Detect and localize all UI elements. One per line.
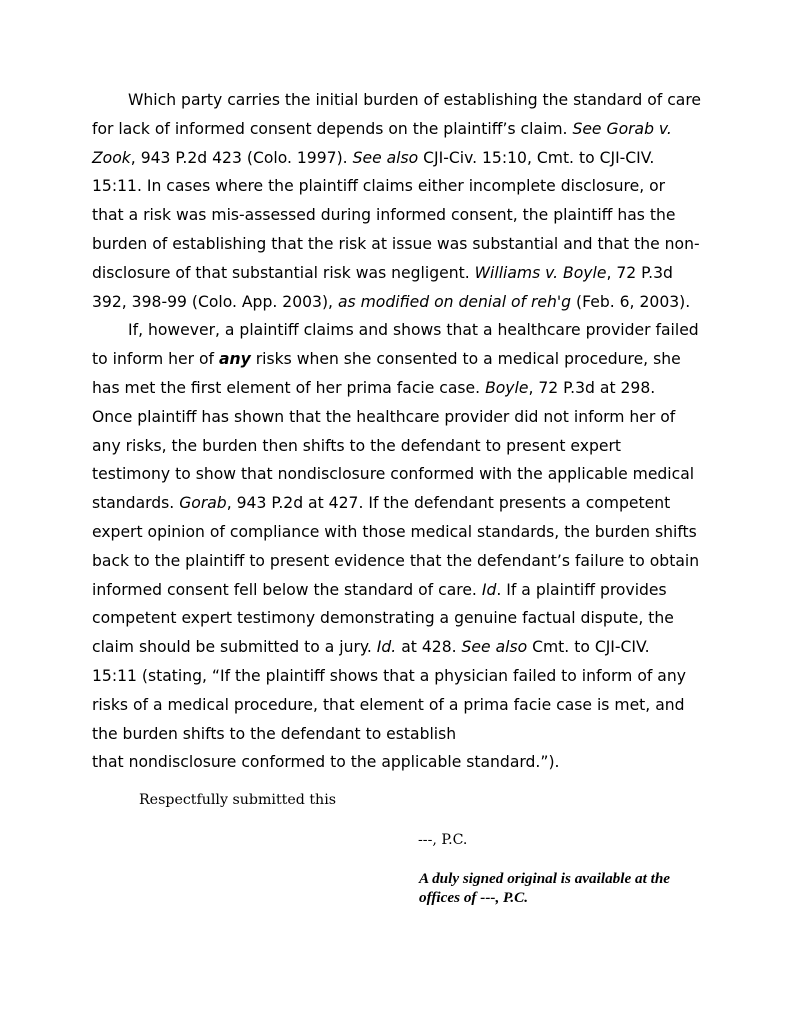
text-line: claim should be submitted to a jury. Id. at 428. See also Cmt. to CJI-CIV.	[92, 638, 650, 657]
text-line: standards. Gorab, 943 P.2d at 427. If the defendant presents a competent	[92, 494, 671, 513]
signature-note	[419, 870, 670, 907]
case-citation: Id	[481, 580, 497, 599]
text-line: Once plaintiff has shown that the healthcare provider did not inform her of	[92, 407, 676, 426]
text-line: Zook, 943 P.2d 423 (Colo. 1997). See also CJI-Civ. 15:10, Cmt. to CJI-CIV.	[92, 148, 655, 167]
text-line: competent expert testimony demonstrating a genuine factual dispute, the	[92, 609, 674, 628]
paragraph-burden-of-proof	[92, 86, 704, 316]
text-line: any risks, the burden then shifts to the defendant to present expert	[92, 436, 621, 455]
text-line: the burden shifts to the defendant to establish	[92, 724, 457, 743]
citation-history: as modified on denial of reh'g	[337, 292, 572, 311]
case-citation: Boyle	[485, 378, 529, 397]
citation-signal: See also	[461, 638, 528, 657]
text-line: for lack of informed consent depends on the plaintiff’s claim. See Gorab v.	[92, 119, 672, 138]
text-line: disclosure of that substantial risk was negligent. Williams v. Boyle, 72 P.3d	[92, 263, 673, 282]
closing-line: Respectfully submitted this	[139, 792, 337, 808]
case-citation: Gorab	[179, 494, 227, 513]
text-line: testimony to show that nondisclosure conformed with the applicable medical	[92, 465, 695, 484]
case-citation: Zook	[92, 148, 131, 167]
signature-note-line: A duly signed original is available at the	[419, 870, 671, 887]
text-line: 15:11 (stating, “If the plaintiff shows that a physician failed to inform of any	[92, 666, 686, 685]
signature-note-line: offices of ---, P.C.	[419, 888, 529, 906]
text-line: expert opinion of compliance with those medical standards, the burden shifts	[92, 522, 697, 541]
text-line: If, however, a plaintiff claims and shows that a healthcare provider failed	[128, 321, 699, 340]
text-line: risks of a medical procedure, that element of a prima facie case is met, and	[92, 695, 685, 714]
text-line: informed consent fell below the standard of care. Id. If a plaintiff provides	[92, 580, 667, 599]
text-line: that nondisclosure conformed to the applicable standard.”).	[92, 753, 560, 772]
case-citation: Id.	[376, 638, 397, 657]
text-line: back to the plaintiff to present evidence that the defendant’s failure to obtain	[92, 551, 700, 570]
text-line: burden of establishing that the risk at issue was substantial and that the non-	[92, 234, 700, 253]
text-line: has met the first element of her prima facie case. Boyle, 72 P.3d at 298.	[92, 378, 656, 397]
firm-name: ---, P.C.	[418, 832, 468, 848]
paragraph-burden-shift	[92, 316, 704, 777]
text-line: to inform her of any risks when she consented to a medical procedure, she	[92, 350, 681, 369]
text-line: 15:11. In cases where the plaintiff claims either incomplete disclosure, or	[92, 177, 666, 196]
document-body	[92, 86, 704, 777]
text-line: that a risk was mis-assessed during informed consent, the plaintiff has the	[92, 206, 676, 225]
text-line: Which party carries the initial burden of establishing the standard of care	[128, 91, 702, 109]
case-citation: Williams v. Boyle	[474, 263, 607, 282]
case-citation: See Gorab v.	[572, 119, 672, 138]
text-line: 392, 398-99 (Colo. App. 2003), as modified on denial of reh'g (Feb. 6, 2003).	[92, 292, 691, 311]
emphasis-any: any	[218, 350, 251, 369]
citation-signal: See also	[352, 148, 419, 167]
